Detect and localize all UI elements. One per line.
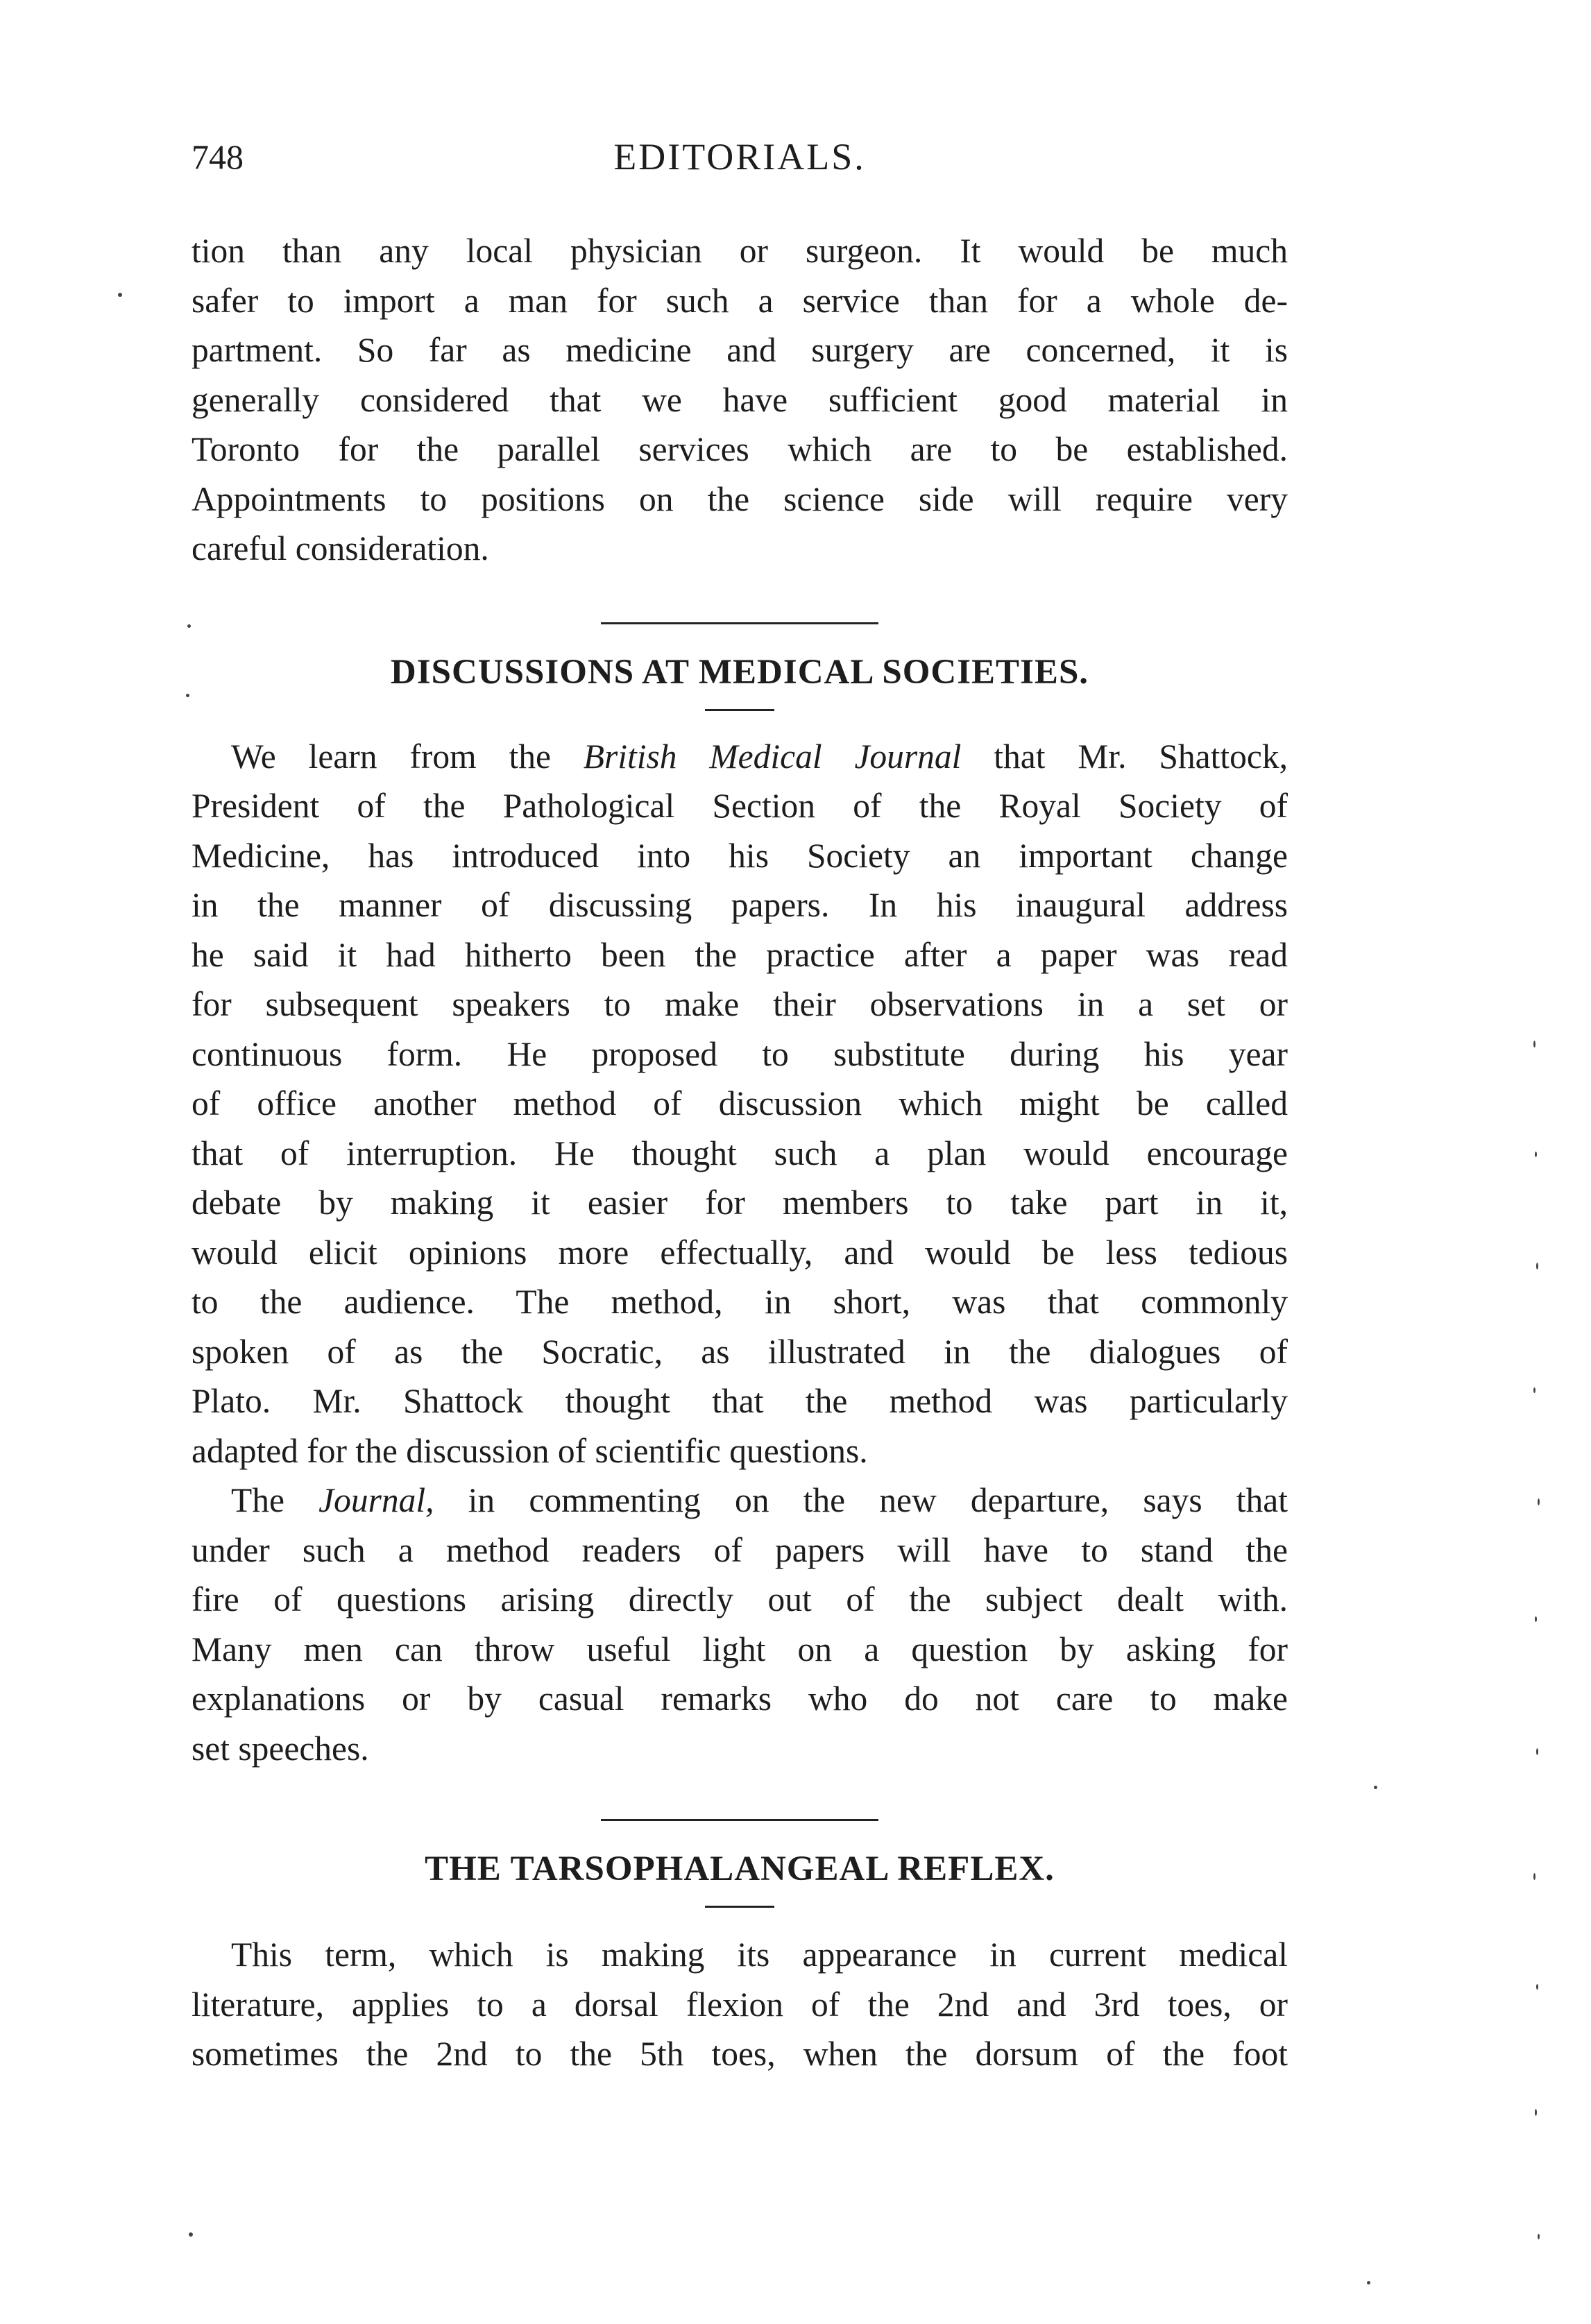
- text-line: Appointments to positions on the science side will require very: [192, 479, 1288, 518]
- heading-underline-rule: [705, 709, 774, 711]
- scan-speck: [187, 624, 191, 628]
- scan-speck: [118, 293, 122, 297]
- journal-italic: Journal,: [318, 1481, 434, 1519]
- scan-speck: [1536, 1748, 1538, 1755]
- scan-speck: [1535, 1152, 1537, 1157]
- text-line: Toronto for the parallel services which are to be established.: [192, 430, 1288, 468]
- text-line: fire of questions arising directly out of the subject dealt with.: [192, 1580, 1288, 1618]
- text-line: President of the Pathological Section of the Royal Society of: [192, 787, 1288, 825]
- scan-speck: [1535, 1616, 1537, 1622]
- scan-speck: [1533, 1387, 1535, 1393]
- scan-speck: [186, 694, 189, 697]
- scan-speck: [1538, 2234, 1540, 2239]
- text-fragment: that Mr. Shattock,: [961, 737, 1288, 776]
- text-line: explanations or by casual remarks who do not care to make: [192, 1680, 1288, 1718]
- text-line: careful consideration.: [192, 529, 489, 567]
- text-line: partment. So far as medicine and surgery are concerned, it is: [192, 331, 1288, 369]
- running-header: [192, 129, 1288, 185]
- section-heading-reflex: THE TARSOPHALANGEAL REFLEX.: [425, 1849, 1055, 1888]
- scan-speck: [1536, 1984, 1538, 1990]
- text-line: sometimes the 2nd to the 5th toes, when the dorsum of the foot: [192, 2035, 1288, 2073]
- text-line: of office another method of discussion which might be called: [192, 1084, 1288, 1122]
- text-line: literature, applies to a dorsal flexion of the 2nd and 3rd toes, or: [192, 1985, 1288, 2024]
- section-divider-rule: [601, 1819, 878, 1821]
- text-line: This term, which is making its appearance in current medical: [231, 1936, 1288, 1974]
- text-line: [192, 1476, 1288, 1526]
- text-line: Many men can throw useful light on a question by asking for: [192, 1630, 1288, 1668]
- text-column: [192, 226, 1288, 2079]
- text-fragment: We learn from the: [231, 737, 584, 776]
- text-line: tion than any local physician or surgeon. It would be much: [192, 232, 1288, 270]
- text-line: spoken of as the Socratic, as illustrated in the dialogues of: [192, 1332, 1288, 1371]
- scan-speck: [1367, 2281, 1370, 2284]
- text-line: would elicit opinions more effectually, and would be less tedious: [192, 1233, 1288, 1272]
- scan-speck: [1533, 1873, 1535, 1880]
- heading-underline-rule: [705, 1906, 774, 1908]
- journal-title-italic: British Medical Journal: [583, 737, 962, 776]
- text-line: that of interruption. He thought such a plan would encourage: [192, 1134, 1288, 1172]
- discussions-paragraph-1: [192, 732, 1288, 1476]
- text-line: [192, 732, 1288, 782]
- text-line: safer to import a man for such a service than for a whole de-: [192, 281, 1288, 320]
- discussions-paragraph-2: [192, 1476, 1288, 1773]
- scan-speck: [1538, 1498, 1540, 1505]
- section-divider-rule: [601, 622, 878, 624]
- text-line: generally considered that we have sufficient good material in: [192, 380, 1288, 419]
- text-line: adapted for the discussion of scientific questions.: [192, 1431, 868, 1470]
- text-line: debate by making it easier for members to take part in it,: [192, 1184, 1288, 1222]
- section-heading-discussions: DISCUSSIONS AT MEDICAL SOCIETIES.: [390, 652, 1089, 692]
- scan-speck: [189, 2232, 193, 2237]
- text-line: he said it had hitherto been the practice after a paper was read: [192, 935, 1288, 974]
- text-fragment: in commenting on the new departure, says that: [434, 1481, 1288, 1519]
- scan-speck: [1535, 2109, 1537, 2116]
- text-line: for subsequent speakers to make their observations in a set or: [192, 985, 1288, 1023]
- scan-speck: [1533, 1041, 1535, 1048]
- scan-speck: [1374, 1786, 1377, 1789]
- reflex-paragraph-1: [192, 1930, 1288, 2079]
- text-line: to the audience. The method, in short, was that commonly: [192, 1283, 1288, 1321]
- text-line: set speeches.: [192, 1729, 369, 1768]
- text-line: under such a method readers of papers will have to stand the: [192, 1530, 1288, 1569]
- scan-speck: [1536, 1263, 1538, 1270]
- text-line: in the manner of discussing papers. In his inaugural address: [192, 886, 1288, 924]
- text-fragment: The: [231, 1481, 319, 1519]
- continuation-paragraph: [192, 226, 1288, 574]
- page-number: 748: [192, 137, 244, 176]
- text-line: Plato. Mr. Shattock thought that the method was particularly: [192, 1382, 1288, 1420]
- text-line: continuous form. He proposed to substitute during his year: [192, 1034, 1288, 1073]
- text-line: Medicine, has introduced into his Society an important change: [192, 836, 1288, 875]
- running-title: EDITORIALS.: [613, 136, 866, 178]
